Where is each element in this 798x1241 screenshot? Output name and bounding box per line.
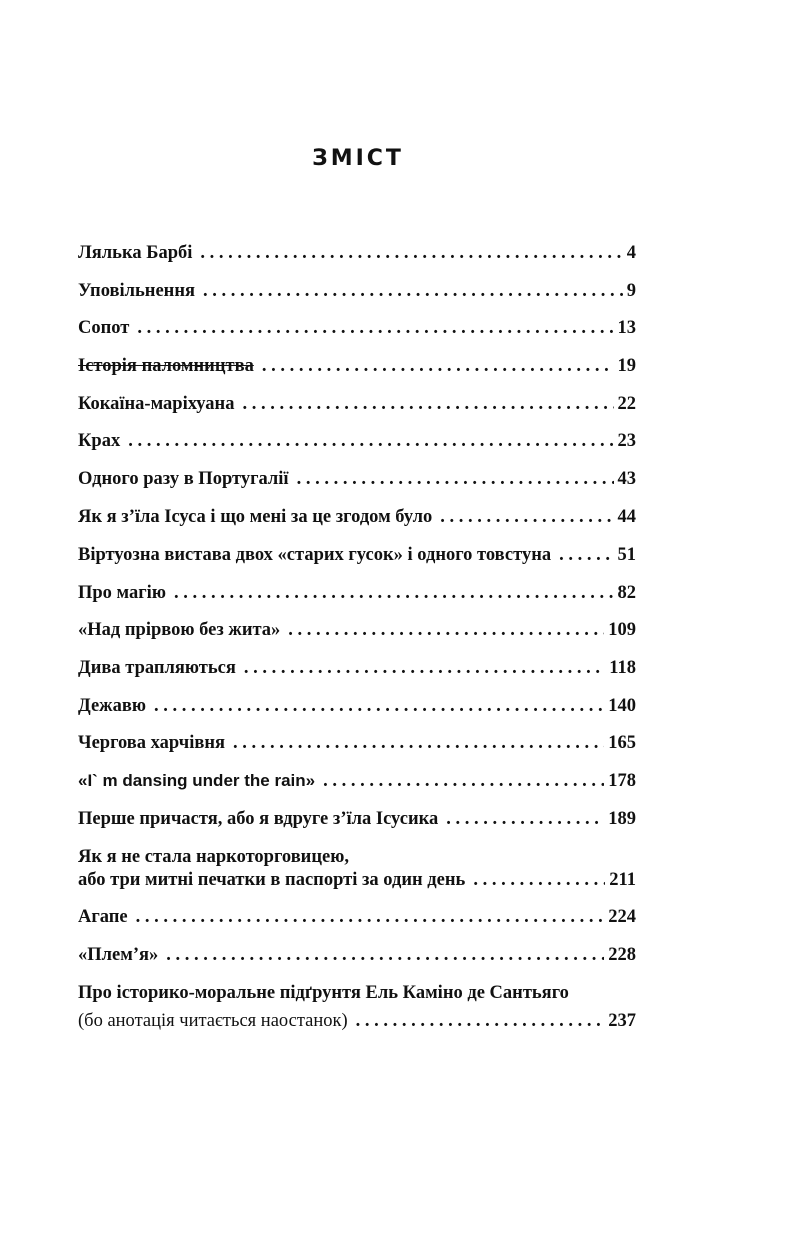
toc-entry-title: або три митні печатки в паспорті за один день: [78, 870, 466, 890]
dot-leader: [174, 583, 614, 604]
toc-entry-title: Кокаїна-маріхуана: [78, 394, 235, 414]
page-title: ЗМІСТ: [312, 146, 404, 171]
dot-leader: [323, 771, 604, 792]
toc-entry: [78, 318, 636, 342]
dot-leader: [242, 394, 613, 415]
toc-entry-title: Дива трапляються: [78, 658, 236, 678]
toc-entry-title: Крах: [78, 431, 121, 451]
toc-entry: [78, 469, 636, 493]
toc-entry: [78, 620, 636, 644]
toc-entry: [78, 243, 636, 267]
toc-entry-page: 237: [608, 1011, 636, 1031]
toc-entry-title: «Над прірвою без жита»: [78, 620, 281, 640]
dot-leader: [356, 1011, 605, 1032]
toc-entry-title-line1: Як я не стала наркоторговицею,: [78, 847, 349, 867]
toc-entry: [78, 809, 636, 833]
dot-leader: [233, 733, 604, 754]
toc-entry-title: Сопот: [78, 318, 130, 338]
dot-leader: [128, 431, 613, 452]
toc-entry-title: Одного разу в Португалії: [78, 469, 289, 489]
toc-entry: [78, 281, 636, 305]
toc-entry-page: 43: [617, 469, 636, 489]
toc-entry: [78, 771, 636, 795]
toc-entry-title: Історія паломництва: [78, 356, 254, 376]
dot-leader: [154, 696, 604, 717]
toc-entry: [78, 507, 636, 531]
dot-leader: [137, 318, 613, 339]
dot-leader: [297, 469, 614, 490]
toc-entry-page: 189: [608, 809, 636, 829]
toc-entry-title: Чергова харчівня: [78, 733, 225, 753]
dot-leader: [166, 945, 604, 966]
toc-entry: [78, 356, 636, 380]
toc-entry-page: 23: [617, 431, 636, 451]
toc-entry-page: 224: [608, 907, 636, 927]
toc-entry-page: 211: [609, 870, 636, 890]
dot-leader: [262, 356, 614, 377]
toc-entry-title: «I` m dansing under the rain»: [78, 771, 316, 790]
dot-leader: [136, 907, 605, 928]
toc-entry: [78, 431, 636, 455]
toc-entry-page: 22: [617, 394, 636, 414]
toc-entry-title-line1: Про історико-моральне підґрунтя Ель Каміно де Сантьяго: [78, 983, 569, 1003]
toc-entry-title: Лялька Барбі: [78, 243, 193, 263]
toc-entry-title: Уповільнення: [78, 281, 195, 301]
dot-leader: [446, 809, 604, 830]
dot-leader: [244, 658, 605, 679]
toc-entry-page: 118: [609, 658, 636, 678]
toc-entry-page: 13: [617, 318, 636, 338]
toc-entry-page: 165: [608, 733, 636, 753]
toc-entry-page: 82: [617, 583, 636, 603]
toc-entry: [78, 394, 636, 418]
dot-leader: [203, 281, 623, 302]
dot-leader: [440, 507, 613, 528]
dot-leader: [473, 870, 605, 891]
toc-entry-page: 228: [608, 945, 636, 965]
toc-entry-title: Агапе: [78, 907, 128, 927]
toc-entry: [78, 945, 636, 969]
toc-entry-page: 178: [608, 771, 636, 791]
toc-entry-title: (бо анотація читається наостанок): [78, 1011, 348, 1031]
toc-entry: [78, 907, 636, 931]
toc-entry-title: «Плем’я»: [78, 945, 159, 965]
dot-leader: [288, 620, 604, 641]
toc-entry: [78, 545, 636, 569]
toc-entry: [78, 658, 636, 682]
toc-entry-page: 4: [626, 243, 636, 263]
toc-entry: [78, 1011, 636, 1035]
toc-entry-page: 9: [626, 281, 636, 301]
dot-leader: [559, 545, 613, 566]
toc-entry: [78, 733, 636, 757]
toc-entry-title: Про магію: [78, 583, 166, 603]
toc-entry-page: 109: [608, 620, 636, 640]
toc-entry-page: 51: [617, 545, 636, 565]
toc-entry: [78, 696, 636, 720]
toc-entry-title: Як я з’їла Ісуса і що мені за це згодом було: [78, 507, 433, 527]
toc-entry-page: 44: [617, 507, 636, 527]
toc-entry-title: Дежавю: [78, 696, 146, 716]
toc-entry-title: Віртуозна вистава двох «старих гусок» і одного товстуна: [78, 545, 552, 565]
toc-entry: [78, 583, 636, 607]
toc-entry-title: Перше причастя, або я вдруге з’їла Ісусика: [78, 809, 439, 829]
toc-entry-page: 19: [617, 356, 636, 376]
dot-leader: [200, 243, 622, 264]
toc-entry: [78, 870, 636, 894]
toc-entry-page: 140: [608, 696, 636, 716]
